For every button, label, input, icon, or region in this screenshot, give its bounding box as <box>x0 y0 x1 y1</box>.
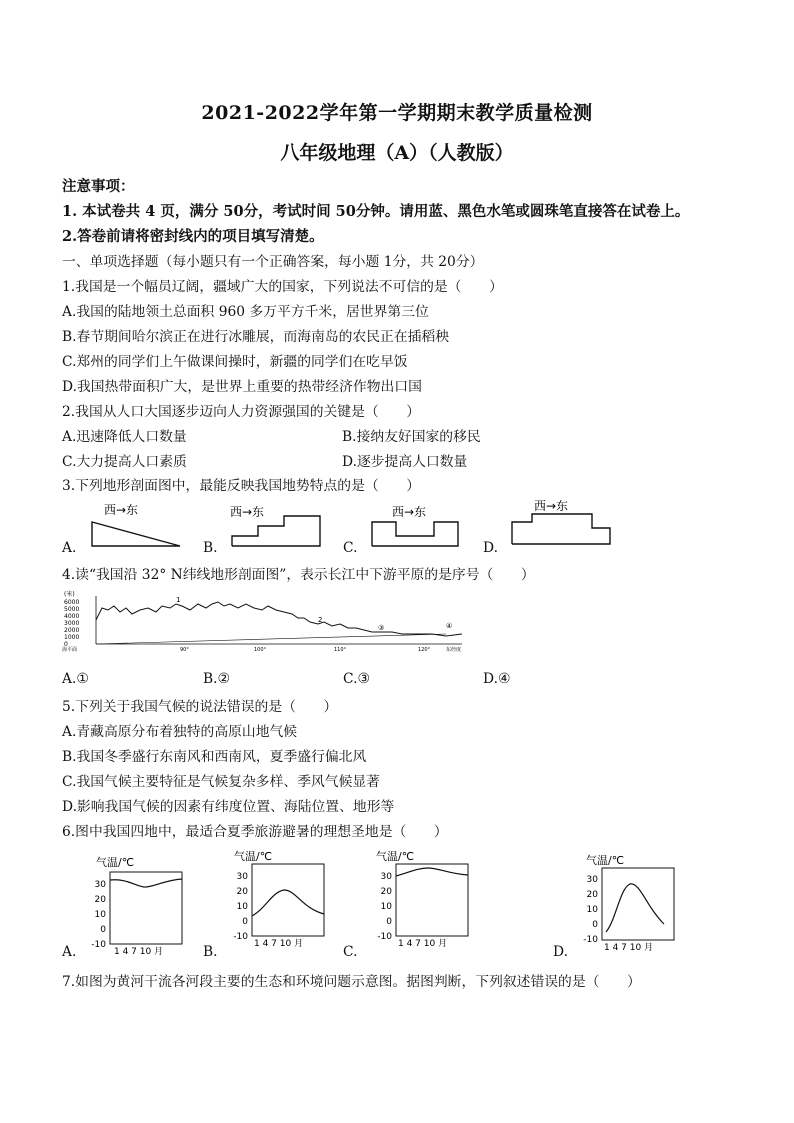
q5-option-b: B.我国冬季盛行东南风和西南风，夏季盛行偏北风 <box>62 749 367 765</box>
q3-option-a: A. <box>62 540 77 556</box>
exam-title: 2021-2022学年第一学期期末教学质量检测 <box>201 102 593 124</box>
svg-text:20: 20 <box>380 887 392 897</box>
svg-text:0: 0 <box>64 641 68 648</box>
svg-text:20: 20 <box>94 895 106 905</box>
q6-option-d: D. <box>553 944 568 960</box>
section-heading: 一、单项选择题（每小题只有一个正确答案，每小题 1分，共 20分） <box>62 254 484 270</box>
svg-text:3000: 3000 <box>64 620 80 627</box>
svg-text:1 4 7 10 月: 1 4 7 10 月 <box>114 947 164 956</box>
q2-option-a: A.迅速降低人口数量 <box>62 429 187 445</box>
svg-text:1 4 7 10 月: 1 4 7 10 月 <box>604 943 654 953</box>
svg-text:30: 30 <box>94 880 106 890</box>
svg-text:90°: 90° <box>180 647 189 652</box>
svg-text:110°: 110° <box>334 647 347 652</box>
q6-option-b: B. <box>203 944 218 960</box>
q4-option-a: A.① <box>62 671 89 687</box>
q5-stem: 5.下列关于我国气候的说法错误的是（ ） <box>62 699 338 715</box>
svg-text:0: 0 <box>592 920 598 930</box>
svg-text:2: 2 <box>318 616 323 624</box>
q4-option-d: D.④ <box>483 671 511 687</box>
q4-option-c: C.③ <box>343 671 370 687</box>
svg-text:西→东: 西→东 <box>392 505 427 519</box>
q6-chart-a <box>80 852 192 956</box>
svg-text:1: 1 <box>176 596 181 604</box>
svg-text:东经度: 东经度 <box>446 647 462 652</box>
svg-text:西→东: 西→东 <box>230 505 265 519</box>
svg-text:气温/℃: 气温/℃ <box>586 854 625 867</box>
svg-text:30: 30 <box>236 872 248 882</box>
q3-option-c: C. <box>343 540 358 556</box>
svg-text:-10: -10 <box>583 935 598 945</box>
svg-text:0: 0 <box>242 917 248 927</box>
q6-option-c: C. <box>343 944 358 960</box>
svg-text:4000: 4000 <box>64 613 80 620</box>
svg-text:5000: 5000 <box>64 606 80 613</box>
notice-heading: 注意事项： <box>62 178 135 195</box>
q1-stem: 1.我国是一个幅员辽阔，疆域广大的国家，下列说法不可信的是（ ） <box>62 279 503 295</box>
q1-option-a: A.我国的陆地领土总面积 960 多万平方千米，居世界第三位 <box>62 304 429 320</box>
q4-option-b: B.② <box>203 671 230 687</box>
svg-text:10: 10 <box>586 905 598 915</box>
q5-option-a: A.青藏高原分布着独特的高原山地气候 <box>62 724 298 740</box>
svg-text:气温/℃: 气温/℃ <box>234 850 273 863</box>
svg-text:气温/℃: 气温/℃ <box>376 850 415 863</box>
svg-text:30: 30 <box>380 872 392 882</box>
svg-text:2000: 2000 <box>64 627 80 634</box>
q3-diagram-d <box>506 494 618 552</box>
svg-text:(米): (米) <box>64 591 75 598</box>
svg-text:1000: 1000 <box>64 634 80 641</box>
svg-text:1 4 7 10 月: 1 4 7 10 月 <box>398 939 448 949</box>
q6-option-a: A. <box>62 944 77 960</box>
q1-option-b: B.春节期间哈尔滨正在进行冰雕展，而海南岛的农民正在插稻秧 <box>62 329 450 345</box>
q2-option-c: C.大力提高人口素质 <box>62 454 187 470</box>
q1-option-c: C.郑州的同学们上午做课间操时，新疆的同学们在吃早饭 <box>62 354 408 370</box>
q3-diagram-b <box>226 500 326 552</box>
q3-option-b: B. <box>203 540 218 556</box>
svg-text:西→东: 西→东 <box>534 499 569 513</box>
svg-text:气温/℃: 气温/℃ <box>96 856 135 869</box>
exam-subtitle: 八年级地理（A）（人教版） <box>280 142 514 164</box>
q5-option-c: C.我国气候主要特征是气候复杂多样、季风气候显著 <box>62 774 380 790</box>
svg-text:100°: 100° <box>254 647 267 652</box>
svg-text:-10: -10 <box>377 932 392 942</box>
q2-stem: 2.我国从人口大国逐步迈向人力资源强国的关键是（ ） <box>62 404 421 420</box>
svg-text:30: 30 <box>586 875 598 885</box>
q3-diagram-a <box>86 500 186 552</box>
svg-text:西→东: 西→东 <box>104 503 139 517</box>
svg-text:1 4 7 10 月: 1 4 7 10 月 <box>254 939 304 949</box>
svg-text:海平面: 海平面 <box>62 647 78 652</box>
svg-text:③: ③ <box>378 624 385 632</box>
q1-option-d: D.我国热带面积广大，是世界上重要的热带经济作物出口国 <box>62 379 422 395</box>
q6-chart-d <box>576 850 688 954</box>
q2-option-d: D.逐步提高人口数量 <box>342 454 468 470</box>
q2-option-b: B.接纳友好国家的移民 <box>342 429 481 445</box>
svg-text:-10: -10 <box>233 932 248 942</box>
q4-stem: 4.读“我国沿 32° N纬线地形剖面图”，表示长江中下游平原的是序号（ ） <box>62 567 535 583</box>
notice-item-1: 1. 本试卷共 4 页，满分 50分，考试时间 50分钟。请用蓝、黑色水笔或圆珠笔直接答在试卷上。 <box>62 203 690 220</box>
svg-text:10: 10 <box>380 902 392 912</box>
svg-text:120°: 120° <box>418 647 431 652</box>
q6-chart-b <box>222 846 334 950</box>
q7-stem: 7.如图为黄河干流各河段主要的生态和环境问题示意图。据图判断，下列叙述错误的是（ ） <box>62 974 641 990</box>
svg-text:10: 10 <box>236 902 248 912</box>
svg-text:-10: -10 <box>91 940 106 950</box>
q3-option-d: D. <box>483 540 498 556</box>
q3-stem: 3.下列地形剖面图中，最能反映我国地势特点的是（ ） <box>62 478 421 494</box>
q3-diagram-c <box>366 500 466 552</box>
q4-terrain-profile <box>62 588 474 652</box>
svg-text:20: 20 <box>236 887 248 897</box>
q5-option-d: D.影响我国气候的因素有纬度位置、海陆位置、地形等 <box>62 799 395 815</box>
q6-chart-c <box>366 846 478 950</box>
svg-text:6000: 6000 <box>64 599 80 606</box>
svg-text:④: ④ <box>446 622 453 630</box>
svg-text:10: 10 <box>94 910 106 920</box>
notice-item-2: 2.答卷前请将密封线内的项目填写清楚。 <box>62 228 324 245</box>
svg-text:0: 0 <box>100 925 106 935</box>
svg-text:20: 20 <box>586 890 598 900</box>
svg-text:0: 0 <box>386 917 392 927</box>
q6-stem: 6.图中我国四地中，最适合夏季旅游避暑的理想圣地是（ ） <box>62 824 448 840</box>
